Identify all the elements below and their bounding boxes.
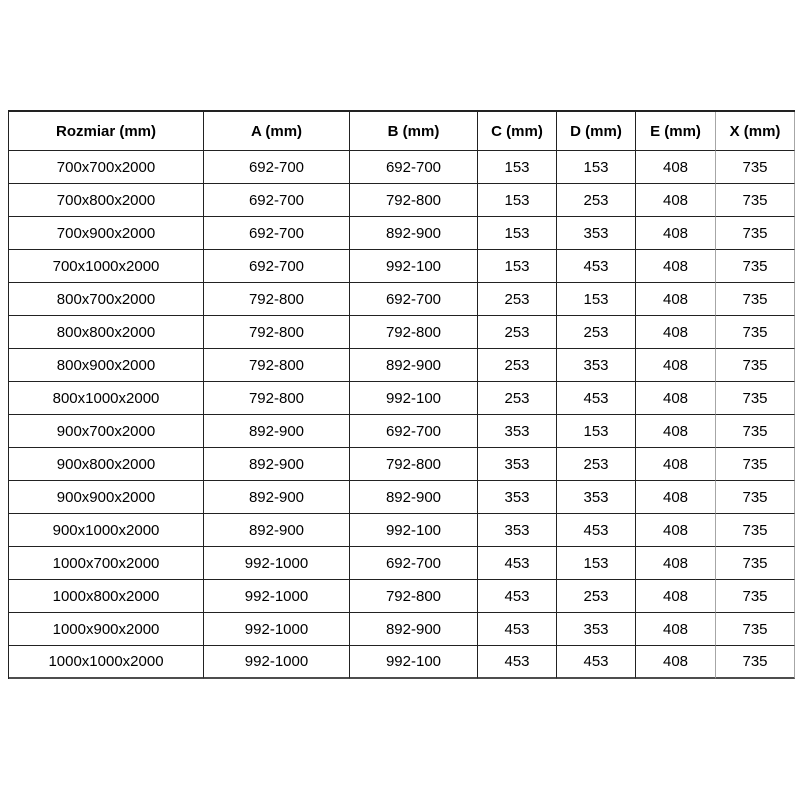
cell-c: 453 <box>478 580 557 613</box>
cell-e: 408 <box>636 217 716 250</box>
cell-d: 253 <box>557 580 636 613</box>
cell-a: 692-700 <box>204 250 350 283</box>
column-header-b: B (mm) <box>350 112 478 151</box>
cell-d: 453 <box>557 250 636 283</box>
cell-c: 153 <box>478 250 557 283</box>
cell-d: 153 <box>557 547 636 580</box>
table-header <box>9 112 795 151</box>
column-header-c: C (mm) <box>478 112 557 151</box>
cell-d: 253 <box>557 184 636 217</box>
cell-b: 692-700 <box>350 547 478 580</box>
table-row <box>9 283 795 316</box>
table-row <box>9 514 795 547</box>
cell-a: 992-1000 <box>204 547 350 580</box>
cell-b: 792-800 <box>350 184 478 217</box>
cell-rozmiar: 700x1000x2000 <box>9 250 204 283</box>
cell-d: 153 <box>557 415 636 448</box>
cell-b: 892-900 <box>350 481 478 514</box>
cell-d: 353 <box>557 349 636 382</box>
cell-rozmiar: 800x1000x2000 <box>9 382 204 415</box>
cell-c: 453 <box>478 646 557 679</box>
cell-e: 408 <box>636 514 716 547</box>
cell-d: 253 <box>557 448 636 481</box>
cell-x: 735 <box>716 217 795 250</box>
cell-d: 253 <box>557 316 636 349</box>
cell-d: 353 <box>557 481 636 514</box>
column-header-a: A (mm) <box>204 112 350 151</box>
cell-a: 892-900 <box>204 481 350 514</box>
table-row <box>9 646 795 679</box>
table-row <box>9 547 795 580</box>
cell-c: 253 <box>478 382 557 415</box>
cell-d: 453 <box>557 382 636 415</box>
cell-rozmiar: 900x700x2000 <box>9 415 204 448</box>
table-row <box>9 448 795 481</box>
cell-rozmiar: 700x700x2000 <box>9 151 204 184</box>
cell-c: 253 <box>478 349 557 382</box>
cell-a: 792-800 <box>204 349 350 382</box>
cell-x: 735 <box>716 151 795 184</box>
cell-c: 353 <box>478 514 557 547</box>
header-row <box>9 112 795 151</box>
cell-e: 408 <box>636 613 716 646</box>
cell-rozmiar: 1000x800x2000 <box>9 580 204 613</box>
cell-rozmiar: 900x800x2000 <box>9 448 204 481</box>
cell-d: 153 <box>557 283 636 316</box>
cell-a: 892-900 <box>204 514 350 547</box>
table-row <box>9 184 795 217</box>
table-row <box>9 415 795 448</box>
cell-rozmiar: 1000x1000x2000 <box>9 646 204 679</box>
cell-x: 735 <box>716 613 795 646</box>
table-row <box>9 217 795 250</box>
cell-c: 353 <box>478 448 557 481</box>
cell-b: 892-900 <box>350 217 478 250</box>
cell-x: 735 <box>716 448 795 481</box>
cell-x: 735 <box>716 580 795 613</box>
table-row <box>9 481 795 514</box>
cell-a: 692-700 <box>204 184 350 217</box>
cell-x: 735 <box>716 283 795 316</box>
column-header-rozmiar: Rozmiar (mm) <box>9 112 204 151</box>
cell-e: 408 <box>636 283 716 316</box>
cell-b: 892-900 <box>350 613 478 646</box>
table-row <box>9 349 795 382</box>
cell-e: 408 <box>636 481 716 514</box>
cell-a: 892-900 <box>204 415 350 448</box>
cell-c: 453 <box>478 613 557 646</box>
cell-rozmiar: 700x800x2000 <box>9 184 204 217</box>
cell-a: 792-800 <box>204 382 350 415</box>
cell-x: 735 <box>716 415 795 448</box>
cell-rozmiar: 800x800x2000 <box>9 316 204 349</box>
cell-e: 408 <box>636 184 716 217</box>
cell-b: 692-700 <box>350 415 478 448</box>
cell-x: 735 <box>716 250 795 283</box>
cell-rozmiar: 800x900x2000 <box>9 349 204 382</box>
cell-a: 792-800 <box>204 316 350 349</box>
dimensions-table-wrapper <box>8 110 795 679</box>
cell-x: 735 <box>716 481 795 514</box>
cell-a: 992-1000 <box>204 580 350 613</box>
cell-c: 453 <box>478 547 557 580</box>
dimensions-table <box>8 110 795 679</box>
cell-x: 735 <box>716 316 795 349</box>
cell-b: 792-800 <box>350 580 478 613</box>
cell-x: 735 <box>716 349 795 382</box>
table-body <box>9 151 795 679</box>
table-row <box>9 316 795 349</box>
cell-rozmiar: 900x1000x2000 <box>9 514 204 547</box>
cell-e: 408 <box>636 547 716 580</box>
cell-rozmiar: 1000x900x2000 <box>9 613 204 646</box>
cell-b: 692-700 <box>350 151 478 184</box>
cell-e: 408 <box>636 415 716 448</box>
cell-c: 253 <box>478 316 557 349</box>
column-header-e: E (mm) <box>636 112 716 151</box>
cell-rozmiar: 1000x700x2000 <box>9 547 204 580</box>
cell-b: 892-900 <box>350 349 478 382</box>
cell-c: 153 <box>478 184 557 217</box>
table-row <box>9 613 795 646</box>
cell-e: 408 <box>636 382 716 415</box>
cell-b: 792-800 <box>350 448 478 481</box>
cell-a: 992-1000 <box>204 646 350 679</box>
cell-c: 353 <box>478 481 557 514</box>
table-row <box>9 151 795 184</box>
cell-rozmiar: 800x700x2000 <box>9 283 204 316</box>
cell-b: 992-100 <box>350 646 478 679</box>
cell-e: 408 <box>636 580 716 613</box>
cell-e: 408 <box>636 250 716 283</box>
cell-a: 892-900 <box>204 448 350 481</box>
cell-b: 992-100 <box>350 250 478 283</box>
cell-e: 408 <box>636 316 716 349</box>
cell-b: 992-100 <box>350 514 478 547</box>
cell-e: 408 <box>636 448 716 481</box>
cell-x: 735 <box>716 547 795 580</box>
cell-e: 408 <box>636 151 716 184</box>
cell-e: 408 <box>636 349 716 382</box>
table-row <box>9 250 795 283</box>
cell-rozmiar: 900x900x2000 <box>9 481 204 514</box>
cell-c: 153 <box>478 217 557 250</box>
cell-x: 735 <box>716 382 795 415</box>
table-row <box>9 580 795 613</box>
cell-a: 692-700 <box>204 217 350 250</box>
cell-a: 992-1000 <box>204 613 350 646</box>
cell-c: 253 <box>478 283 557 316</box>
cell-a: 792-800 <box>204 283 350 316</box>
cell-c: 353 <box>478 415 557 448</box>
column-header-d: D (mm) <box>557 112 636 151</box>
cell-d: 353 <box>557 217 636 250</box>
cell-b: 792-800 <box>350 316 478 349</box>
cell-d: 453 <box>557 646 636 679</box>
column-header-x: X (mm) <box>716 112 795 151</box>
cell-x: 735 <box>716 646 795 679</box>
table-row <box>9 382 795 415</box>
cell-c: 153 <box>478 151 557 184</box>
cell-x: 735 <box>716 514 795 547</box>
cell-x: 735 <box>716 184 795 217</box>
cell-d: 353 <box>557 613 636 646</box>
cell-b: 692-700 <box>350 283 478 316</box>
cell-b: 992-100 <box>350 382 478 415</box>
cell-rozmiar: 700x900x2000 <box>9 217 204 250</box>
cell-d: 453 <box>557 514 636 547</box>
cell-a: 692-700 <box>204 151 350 184</box>
cell-e: 408 <box>636 646 716 679</box>
cell-d: 153 <box>557 151 636 184</box>
